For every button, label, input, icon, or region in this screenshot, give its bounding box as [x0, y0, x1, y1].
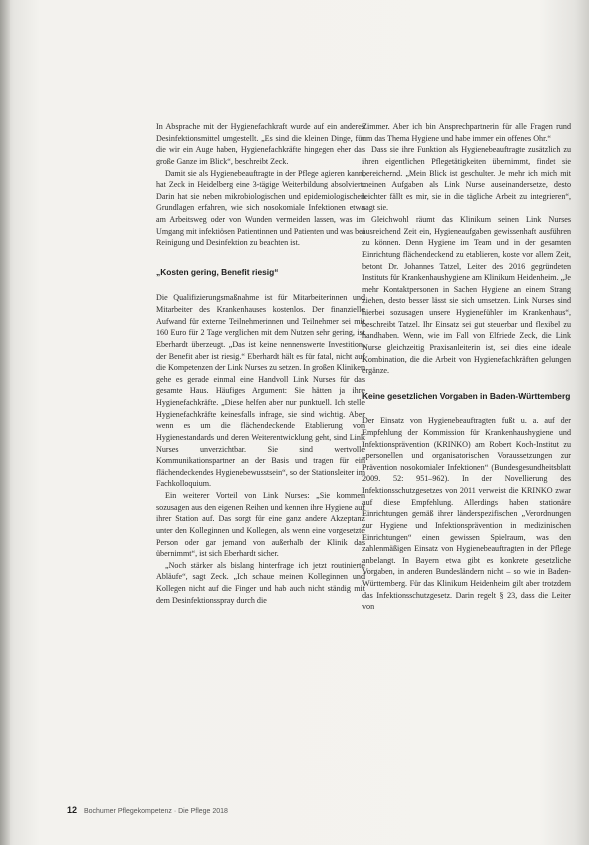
page-spine-shadow [0, 0, 10, 845]
paragraph: „Noch stärker als bislang hinterfrage ich jetzt routinierte Abläufe“, sagt Zeck. „Ich schaue meinen Kolleginnen und Kollegen nicht auf die Finger und hab auch nicht ständig mit dem Desinfektionsspray durch die [156, 560, 365, 605]
paragraph: Ein weiterer Vorteil von Link Nurses: „Sie kommen sozusagen aus den eigenen Reihen und kennen ihre Hygiene auf ihrer Station auf. Das sorgt für eine ganz andere Akzeptanz unter den Kolleginnen und Kollegen, als wenn eine vorgesetzte Person oder gar jemand von außerhalb der Klinik das übernimmt“, ist sich Eberhardt sicher. [156, 491, 365, 559]
page-number: 12 [67, 805, 78, 815]
paragraph: Damit sie als Hygienebeauftragte in der Pflege agieren kann, hat Zeck in Heidelberg eine 3-tägige Weiterbildung absolviert. Darin hat sie neben mikrobiologischen und epidemiologischen Grundlagen erfahren, wie sich nosokomiale Infektionen etwa am Arbeitsweg oder von Wunden vermeiden lassen, was im Umgang mit infektiösen Patientinnen und Patienten und was bei Reinigung und Desinfektion zu beachten ist. [156, 168, 365, 248]
publication-name: Bochumer Pflegekompetenz · Die Pflege 2018 [83, 808, 228, 815]
paragraph: In Absprache mit der Hygienefachkraft wurde auf ein anderes Desinfektionsmittel umgestellt. „Es sind die kleinen Dinge, für die wir ein Auge haben, Hygienefachkräfte hingegen eher das große Ganze im Blick“, beschreibt Zeck. [156, 122, 365, 166]
paragraph: Gleichwohl räumt das Klinikum seinen Link Nurses ausreichend Zeit ein, Hygieneaufgaben gewissenhaft ausführen zu können. Denn Hygiene im Team und in der gesamten Einrichtung flächendeckend zu etablieren, koste vor allem Zeit, betont Dr. Johannes Tatzel, Leiter des 2016 gegründeten Instituts für Krankenhaushygiene am Klinikum Heidenheim. „Je mehr Kontaktpersonen in Sachen Hygiene an einem Strang ziehen, desto besser lässt sie sich umsetzen. Link Nurses sind hierbei sozusagen unsere Hygienefühler im Krankenhaus“, beschreibt Tatzel. Ihr Einsatz sei gut steuerbar und flexibel zu handhaben. Wenn, wie im Fall von Elfriede Zeck, die Link Nurse gleichzeitig Praxisanleiterin ist, sei dies eine ideale Kombination, die die Arbeit von Hygienefachkräften gelungen ergänze. [362, 215, 571, 376]
paragraph: Zimmer. Aber ich bin Ansprechpartnerin für alle Fragen rund um das Thema Hygiene und habe immer ein offenes Ohr.“ [362, 122, 571, 143]
right-column [362, 121, 571, 613]
page-footer [67, 805, 228, 815]
left-column [156, 121, 365, 606]
section-heading: Keine gesetzlichen Vorgaben in Baden-Württemberg [362, 390, 571, 401]
section-heading: „Kosten gering, Benefit riesig“ [156, 266, 279, 277]
paragraph: Dass sie ihre Funktion als Hygienebeauftragte zusätzlich zu ihren eigentlichen Pflegetätigkeiten übernimmt, findet sie bereichernd. „Mein Blick ist geschulter. Je mehr ich mich mit meinen Aufgaben als Link Nurse auseinandersetze, desto leichter fällt es mir, sie in die tägliche Arbeit zu integrieren“, sagt sie. [362, 145, 571, 213]
paragraph: Der Einsatz von Hygienebeauftragten fußt u. a. auf der Empfehlung der Kommission für Krankenhaushygiene und Infektionsprävention (KRINKO) am Robert Koch-Institut zu „personellen und organisatorischen Voraussetzungen zur Prävention nosokomialer Infektionen“ (Bundesgesundheitsblatt 2009. 52: 951–962). In der Novellierung des Infektionsschutzgesetzes von 2011 verweist die KRINKO zwar auf diese Empfehlung. Allerdings haben stationäre Einrichtungen gemäß ihrer länderspezifischen „Verordnungen zur Hygiene und Infektionsprävention in medizinischen Einrichtungen“ einen gewissen Spielraum, was den zahlenmäßigen Einsatz von Hygienebeauftragten in der Pflege anbelangt. In Bayern etwa gibt es konkrete gesetzliche Vorgaben, in anderen Bundesländern nicht – so wie in Baden-Württemberg. Für das Klinikum Heidenheim gilt aber trotzdem das Infektionsschutzgesetz. Darin regelt § 23, dass die Leiter von [362, 416, 571, 612]
paragraph: Die Qualifizierungsmaßnahme ist für Mitarbeiterinnen und Mitarbeiter des Krankenhauses kostenlos. Der finanzielle Aufwand für externe Teilnehmerinnen und Teilnehmer sei mit 160 Euro für 2 Tage verglichen mit dem Nutzen sehr gering, ist Eberhardt überzeugt. „Das ist keine nennenswerte Investition, der Benefit aber ist riesig.“ Eberhardt hält es für fatal, nicht auf die Kompetenzen der Link Nurses zu setzen. In großen Kliniken gehe es gerade einmal eine Handvoll Link Nurses für das gesamte Haus. Häufiges Argument: Sie hätten ja ihre Hygienefachkräfte. „Diese helfen aber nur punktuell. Ich stelle Hygienefachkräfte keinesfalls infrage, sie sind wichtig. Aber wenn es um die flächendeckende Etablierung von Hygienestandards und deren Weiterentwicklung geht, sind Link Nurses unverzichtbar. Sie sind wertvolle Kommunikationspartner an der Basis und tragen für ein flächendeckendes Hygienebewusstsein“, so der Stationsleiter im Fachkolloquium. [156, 293, 365, 489]
